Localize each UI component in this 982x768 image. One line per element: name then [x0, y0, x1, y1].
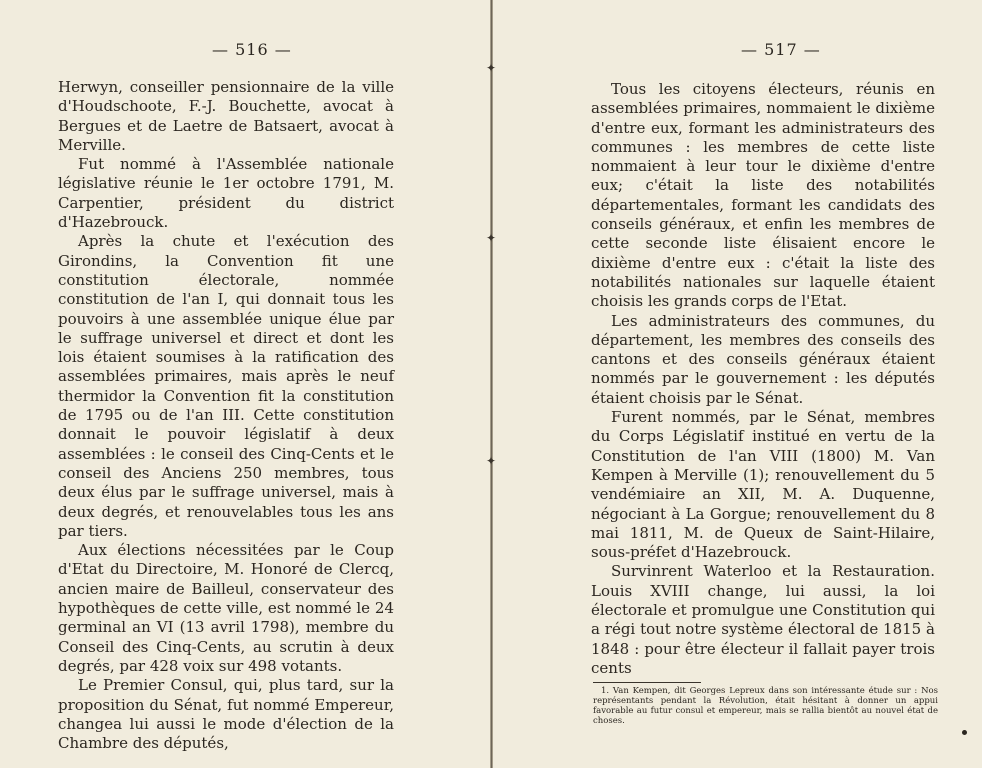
right-page	[493, 0, 982, 768]
print-dot	[962, 730, 967, 735]
left-page	[0, 0, 490, 768]
paragraph: Le Premier Consul, qui, plus tard, sur la proposition du Sénat, fut nommé Empereur, changea lui aussi le mode d'élection de la Chambre des députés,	[58, 676, 394, 753]
page-number-right: — 517 —	[741, 40, 821, 59]
paragraph: Furent nommés, par le Sénat, membres du Corps Législatif institué en vertu de la Constitution de l'an VIII (1800) M. Van Kempen à Merville (1); renouvellement du 5 vendémiaire an XII, M. A. Duquenne, négociant à La Gorgue; renouvellement du 8 mai 1811, M. de Queux de Saint-Hilaire, sous-préfet d'Hazebrouck.	[591, 408, 935, 562]
gutter-tick-mark: ✦	[485, 231, 497, 245]
paragraph: Après la chute et l'exécution des Girondins, la Convention fit une constitution électorale, nommée constitution de l'an I, qui donnait tous les pouvoirs à une assemblée unique élue par le suffrage universel et direct et dont les lois étaient soumises à la ratification des assemblées primaires, mais après le neuf thermidor la Convention fit la constitution de 1795 ou de l'an III. Cette constitution donnait le pouvoir législatif à deux assemblées : le conseil des Cinq-Cents et le conseil des Anciens 250 membres, tous deux élus par le suffrage universel, mais à deux degrés, et renouvelables tous les ans par tiers.	[58, 232, 394, 540]
footnote-rule	[593, 682, 701, 683]
right-page-body	[591, 80, 935, 678]
paragraph: Les administrateurs des communes, du département, les membres des conseils des cantons et des conseils généraux étaient nommés par le gouvernement : les députés étaient choisis par le Sénat.	[591, 311, 935, 407]
page-number-left: — 516 —	[212, 40, 292, 59]
footnote-text: 1. Van Kempen, dit Georges Lepreux dans son intéressante étude sur : Nos représentants pendant la Révolution, était hésitant à donner un appui favorable au futur consul et empereur, mais se rallia bientôt au nouvel état de choses.	[593, 686, 938, 726]
footnote	[593, 686, 938, 726]
left-page-body	[58, 78, 394, 753]
paragraph: Aux élections nécessitées par le Coup d'Etat du Directoire, M. Honoré de Clercq, ancien maire de Bailleul, conservateur des hypothèques de cette ville, est nommé le 24 germinal an VI (13 avril 1798), membre du Conseil des Cinq-Cents, au scrutin à deux degrés, par 428 voix sur 498 votants.	[58, 541, 394, 675]
paragraph: Fut nommé à l'Assemblée nationale législative réunie le 1er octobre 1791, M. Carpentier, président du district d'Hazebrouck.	[58, 155, 394, 232]
paragraph: Survinrent Waterloo et la Restauration. Louis XVIII change, lui aussi, la loi électorale et promulgue une Constitution qui a régi tout notre système électoral de 1815 à 1848 : pour être électeur il fallait payer trois cents	[591, 562, 935, 677]
gutter-tick-mark: ✦	[485, 454, 497, 468]
paragraph: Herwyn, conseiller pensionnaire de la ville d'Houdschoote, F.-J. Bouchette, avocat à Bergues et de Laetre de Batsaert, avocat à Merville.	[58, 78, 394, 154]
paragraph: Tous les citoyens électeurs, réunis en assemblées primaires, nommaient le dixième d'entre eux, formant les administrateurs des communes : les membres de cette liste nommaient à leur tour le dixième d'entre eux; c'était la liste des notabilités départementales, formant les candidats des conseils généraux, et enfin les membres de cette seconde liste élisaient encore le dixième d'entre eux : c'était la liste des notabilités nationales sur laquelle étaient choisis les grands corps de l'Etat.	[591, 80, 935, 311]
gutter-tick-mark: ✦	[485, 61, 497, 75]
